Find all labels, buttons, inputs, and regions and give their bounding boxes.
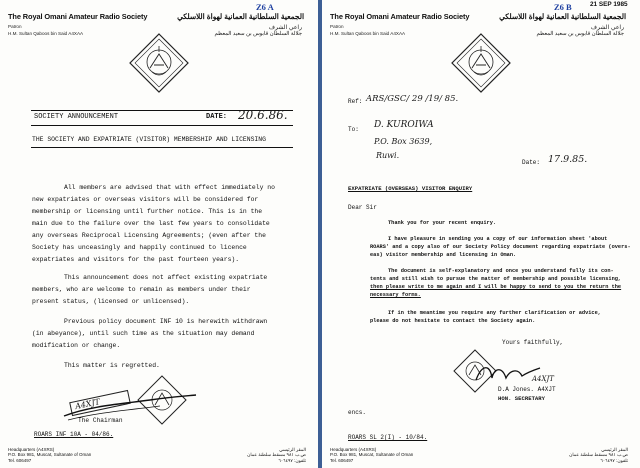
society-name-ar: الجمعية السلطانية العمانية لهواة اللاسلكي: [177, 12, 304, 21]
paragraph-line: please do not hesitate to contact the Society again.: [370, 318, 536, 324]
paragraph-line: necessary forms.: [370, 292, 421, 298]
subject-rule: [31, 147, 293, 148]
paragraph-line: The document is self-explanatory and once you understand fully its con-: [388, 268, 614, 274]
paragraph-line: Society has unceasingly and happily continued to licence: [32, 244, 247, 251]
archive-stamp: Z6 A: [256, 2, 274, 12]
paragraph-line: Previous policy document INF 10 is herewith withdrawn: [64, 318, 268, 325]
society-emblem-icon: [128, 32, 190, 94]
paragraph-line: modification or change.: [32, 342, 121, 349]
paragraph-line: All members are advised that with effect immediately no: [64, 184, 275, 191]
paragraph-line: Thank you for your recent enquiry.: [388, 220, 497, 226]
paragraph-line: present status, (licensed or unlicensed).: [32, 298, 190, 305]
footer-address-ar: المقر الرئيسي ص.ب ٩٨١ مسقط سلطنة عمان تلفون: ٦٠٦٤٩٧: [569, 447, 628, 463]
paragraph-line: (in abeyance), until such time as the situation may demand: [32, 330, 255, 337]
signature-box: A4XJT: [69, 390, 131, 416]
footer-address-ar: المقر الرئيسي ص.ب ٩٨١ مسقط سلطنة عمان تلفون: ٦٠٦٤٩٧: [247, 447, 306, 463]
patron-label-ar: راعي الشرف: [590, 25, 624, 31]
paragraph-line: then please write to me again and I will be happy to send to you the return the: [370, 284, 622, 290]
announcement-page: [0, 0, 318, 468]
date-value: 20.6.86.: [238, 108, 288, 122]
society-name-en: The Royal Omani Amateur Radio Society: [330, 12, 470, 21]
patron-name-ar: جلالة السلطان قابوس بن سعيد المعظم: [536, 31, 624, 37]
recipient-town: Ruwi.: [376, 151, 400, 160]
society-name-en: The Royal Omani Amateur Radio Society: [8, 12, 148, 21]
salutation: Dear Sir: [348, 204, 377, 211]
recipient-po-box: P.O. Box 3639,: [374, 137, 433, 146]
paragraph-line: main due to the failure over the last few years to consolidate: [32, 220, 270, 227]
patron-label-en: Patron: [8, 24, 22, 29]
enclosure-note: encs.: [348, 409, 367, 416]
footer-address-en: Headquarters (A4XRS) P.O. Box 981, Muscat, Sultanate of Oman Tel. 606497: [8, 447, 92, 463]
document-ref: ROARS INF 10A - 04/86.: [34, 431, 114, 438]
paragraph-line: ROARS' and a copy also of our Society Policy document regarding expatriate (overs-: [370, 244, 631, 250]
enquiry-reply-page: [322, 0, 640, 468]
signatory: D.A Jones. A4XJT: [498, 386, 556, 393]
letter-subject: EXPATRIATE (OVERSEAS) VISITOR ENQUIRY: [348, 185, 473, 192]
paragraph-line: eas) visitor membership and licensing in Oman.: [370, 252, 517, 258]
paragraph-line: membership or licensing until further notice. This is in the: [32, 208, 263, 215]
announcement-subject: THE SOCIETY AND EXPATRIATE (VISITOR) MEMBERSHIP AND LICENSING: [32, 136, 266, 143]
paragraph-line: If in the meantime you require any further clarification or advice,: [388, 310, 601, 316]
ref-label: Ref:: [348, 98, 363, 105]
patron-label-ar: راعي الشرف: [268, 25, 302, 31]
society-name-ar: الجمعية السلطانية العمانية لهواة اللاسلكي: [499, 12, 626, 21]
archive-stamp: Z6 B: [554, 2, 572, 12]
patron-name-ar: جلالة السلطان قابوس بن سعيد المعظم: [214, 31, 302, 37]
announcement-heading: SOCIETY ANNOUNCEMENT: [34, 113, 119, 121]
patron-name-en: H.M. Sultan Qaboos bin Said A4XAA: [330, 31, 406, 36]
ref-value: ARS/GSC/ 29 /19/ 85.: [366, 94, 459, 104]
society-emblem-icon: [450, 32, 512, 94]
closing: Yours faithfully,: [502, 339, 564, 346]
date-label: DATE:: [206, 113, 228, 121]
signatory-title: HON. SECRETARY: [498, 395, 545, 402]
date-label: Date:: [522, 159, 541, 166]
recipient-name: D. KUROIWA: [374, 120, 434, 130]
document-ref: ROARS SL 2(I) - 10/84.: [348, 434, 428, 441]
paragraph-line: This matter is regretted.: [64, 362, 160, 369]
to-label: To:: [348, 126, 359, 133]
paragraph-line: any overseas Reciprocal Licensing Agreements; (even after the: [32, 232, 266, 239]
received-date-stamp: 21 SEP 1985: [590, 1, 628, 8]
patron-label-en: Patron: [330, 24, 344, 29]
patron-name-en: H.M. Sultan Qaboos bin Said A4XAA: [8, 31, 84, 36]
paragraph-line: I have pleasure in sending you a copy of our information sheet 'about: [388, 236, 608, 242]
paragraph-line: This announcement does not affect existing expatriate: [64, 274, 268, 281]
paragraph-line: new expatriates or overseas visitors will be considered for: [32, 196, 259, 203]
paragraph-line: tents and still wish to pursue the matter of membership and possible licensing,: [370, 276, 622, 282]
footer-address-en: Headquarters (A4XRS) P.O. Box 981, Muscat, Sultanate of Oman Tel. 606497: [330, 447, 414, 463]
paragraph-line: members, who are welcome to remain as members under their: [32, 286, 251, 293]
signatory: The Chairman: [78, 417, 123, 424]
date-value: 17.9.85.: [548, 154, 588, 165]
paragraph-line: expatriates and visitors for the past fourteen years).: [32, 256, 240, 263]
signature-stamp: A4XJT: [532, 375, 554, 383]
